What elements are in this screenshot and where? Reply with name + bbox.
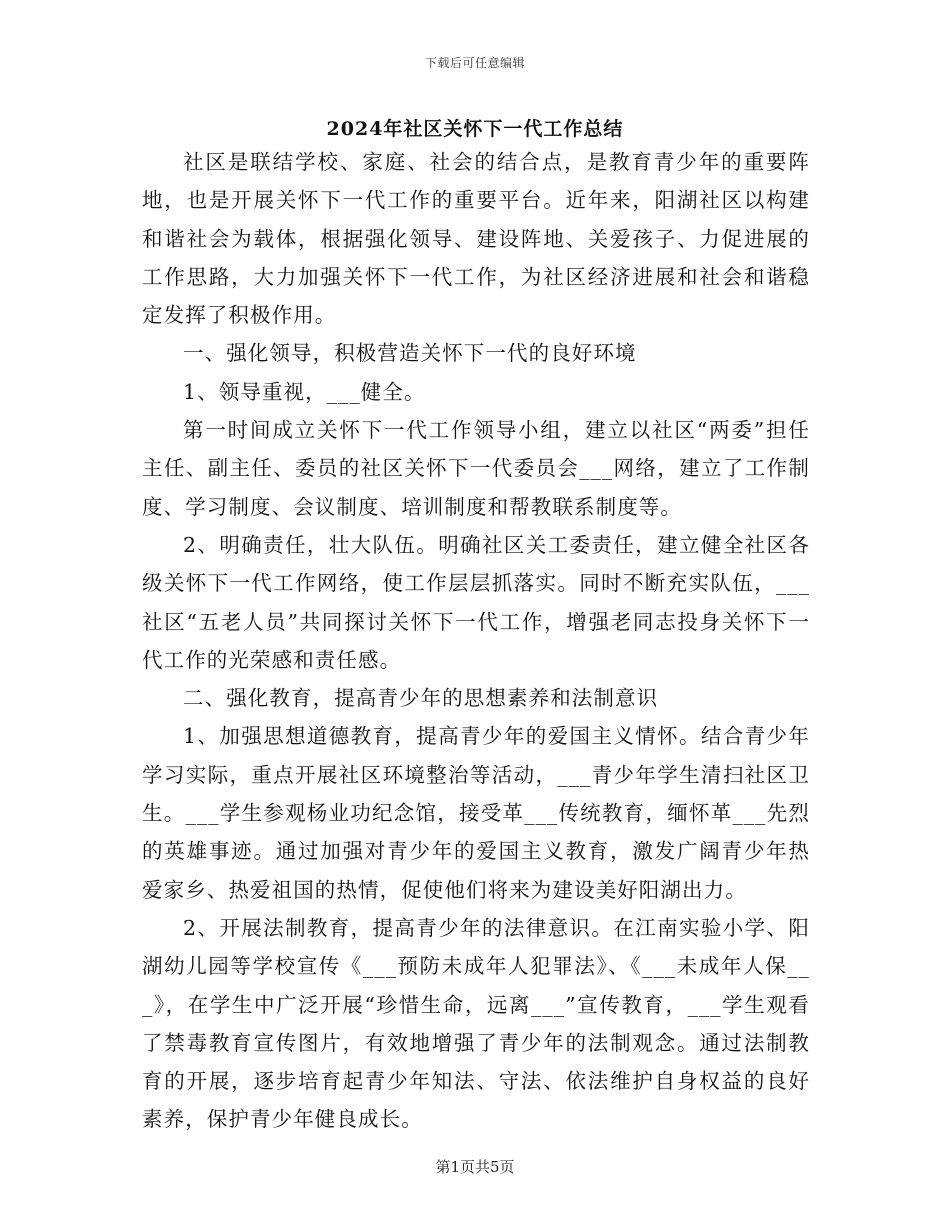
subheading-1-1: 1、领导重视，___健全。 [183,379,426,404]
page-footer: 第1页共5页 [435,1158,515,1176]
header-note: 下载后可任意编辑 [424,56,525,70]
paragraph-intro: 社区是联结学校、家庭、社会的结合点，是教育青少年的重要阵地，也是开展关怀下一代工作的重要平台。近年来，阳湖社区以构建和谐社会为载体，根据强化领导、建设阵地、关爱孩子、力促进展的工作思路，大力加强关怀下一代工作，为社区经济进展和社会和谐稳定发挥了积极作用。 [142,150,810,328]
section-heading-2: 二、强化教育，提高青少年的思想素养和法制意识 [183,686,659,711]
paragraph-1-1: 第一时间成立关怀下一代工作领导小组，建立以社区“两委”担任主任、副主任、委员的社区关怀下一代委员会___网络，建立了工作制度、学习制度、会议制度、培训制度和帮教联系制度等。 [142,418,810,519]
paragraph-2-2: 2、开展法制教育，提高青少年的法律意识。在江南实验小学、阳湖幼儿园等学校宣传《___预防未成年人犯罪法》、《___未成年人保___》，在学生中广泛开展“珍惜生命，远离___”宣传教育，___学生观看了禁毒教育宣传图片，有效地增强了青少年的法制观念。通过法制教育的开展，逐步培育起青少年知法、守法、依法维护自身权益的良好素养，保护青少年健良成长。 [142,915,810,1132]
paragraph-2-1: 1、加强思想道德教育，提高青少年的爱国主义情怀。结合青少年学习实际，重点开展社区环境整治等活动，___青少年学生清扫社区卫生。___学生参观杨业功纪念馆，接受革___传统教育，缅怀革___先烈的英雄事迹。通过加强对青少年的爱国主义教育，激发广阔青少年热爱家乡、热爱祖国的热情，促使他们将来为建设美好阳湖出力。 [142,724,810,902]
section-heading-1: 一、强化领导，积极营造关怀下一代的良好环境 [183,341,637,366]
document-title: 2024年社区关怀下一代工作总结 [326,118,624,140]
paragraph-1-2: 2、明确责任，壮大队伍。明确社区关工委责任，建立健全社区各级关怀下一代工作网络，使工作层层抓落实。同时不断充实队伍，___社区“五老人员”共同探讨关怀下一代工作，增强老同志投身关怀下一代工作的光荣感和责任感。 [142,532,810,672]
document-body [142,143,810,1139]
